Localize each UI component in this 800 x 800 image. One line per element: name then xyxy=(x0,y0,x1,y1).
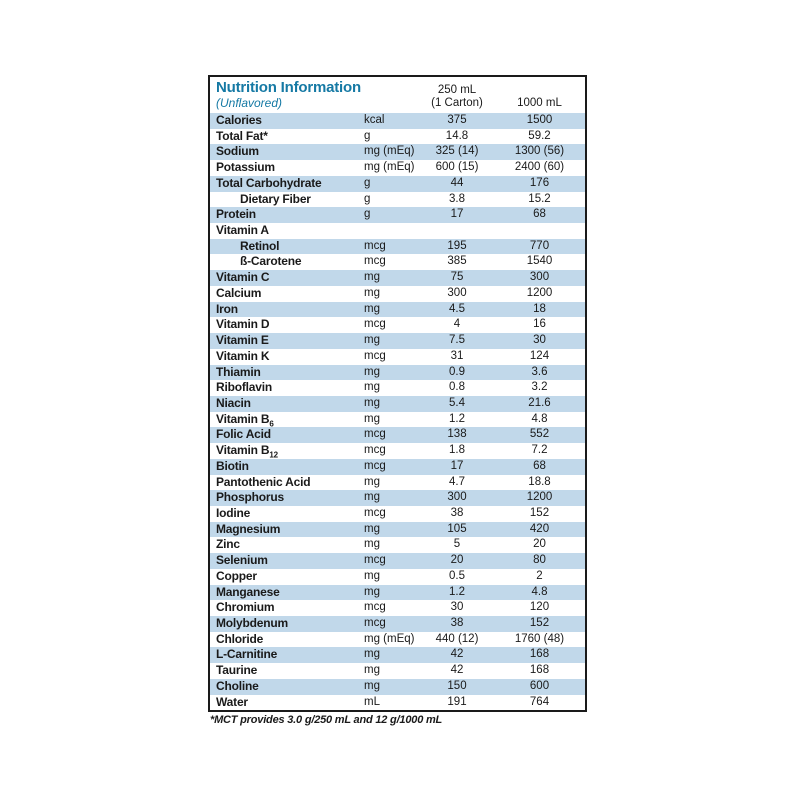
column-header-250ml-line2: (1 Carton) xyxy=(431,97,483,109)
table-title-block xyxy=(210,80,410,110)
value-1000ml: 1540 xyxy=(526,255,553,268)
nutrient-name: Protein xyxy=(216,207,256,222)
value-250ml: 20 xyxy=(450,554,464,567)
nutrient-name: L-Carnitine xyxy=(216,647,278,662)
nutrient-unit: g xyxy=(364,129,371,142)
value-1000ml: 1200 xyxy=(526,286,553,299)
table-row xyxy=(210,616,585,632)
value-250ml: 3.8 xyxy=(449,192,465,205)
value-250ml: 17 xyxy=(450,208,464,221)
value-1000ml: 1760 (48) xyxy=(514,632,565,645)
nutrient-unit xyxy=(364,223,410,239)
value-250ml: 42 xyxy=(450,664,464,677)
table-row xyxy=(210,475,585,491)
nutrient-unit: mg xyxy=(364,522,380,535)
value-1000ml: 4.8 xyxy=(531,585,548,598)
value-1000ml: 420 xyxy=(529,522,550,535)
value-250ml xyxy=(410,223,504,239)
nutrient-unit: g xyxy=(364,208,371,221)
value-1000ml: 300 xyxy=(529,271,550,284)
table-title: Nutrition Information xyxy=(216,79,361,96)
value-1000ml: 1200 xyxy=(526,491,553,504)
value-1000ml: 20 xyxy=(533,538,546,551)
nutrient-unit: mg xyxy=(364,585,380,598)
table-row xyxy=(210,506,585,522)
value-250ml: 375 xyxy=(447,114,467,126)
nutrient-unit: mg xyxy=(364,302,380,315)
table-row xyxy=(210,522,585,538)
nutrient-unit: mg xyxy=(364,381,380,394)
table-row xyxy=(210,396,585,412)
column-header-250ml-line1: 250 mL xyxy=(437,84,477,96)
value-250ml: 0.8 xyxy=(449,381,465,394)
table-row xyxy=(210,412,585,428)
value-250ml: 385 xyxy=(447,255,467,268)
column-header-250ml xyxy=(410,84,504,110)
nutrient-unit: mg xyxy=(364,334,380,347)
table-row xyxy=(210,176,585,192)
value-250ml: 300 xyxy=(447,491,467,504)
nutrient-unit: mcg xyxy=(364,255,386,268)
nutrient-name: Water xyxy=(216,694,248,709)
table-row xyxy=(210,537,585,553)
value-250ml: 42 xyxy=(450,648,464,661)
nutrient-name: Sodium xyxy=(216,144,259,159)
value-250ml: 150 xyxy=(447,679,467,692)
nutrient-name: Selenium xyxy=(216,553,268,568)
value-1000ml: 1300 (56) xyxy=(514,145,565,158)
nutrient-name: Folic Acid xyxy=(216,427,271,442)
value-1000ml: 3.2 xyxy=(531,381,548,394)
value-250ml: 4.7 xyxy=(449,475,465,488)
nutrient-unit: mg (mEq) xyxy=(364,632,415,645)
value-250ml: 300 xyxy=(447,286,467,299)
nutrient-name: Retinol xyxy=(240,238,280,253)
nutrient-unit: mg (mEq) xyxy=(364,161,415,174)
value-250ml: 0.5 xyxy=(449,569,465,582)
column-header-1000ml-label: 1000 mL xyxy=(517,97,562,109)
nutrient-name: Chloride xyxy=(216,631,264,646)
nutrient-name: Zinc xyxy=(216,537,240,552)
value-1000ml: 2400 (60) xyxy=(514,161,565,174)
value-1000ml: 18 xyxy=(533,302,546,315)
nutrient-unit: mcg xyxy=(364,428,386,441)
table-row xyxy=(210,490,585,506)
nutrient-unit: mg xyxy=(364,271,380,284)
nutrient-name: Total Fat* xyxy=(216,128,268,143)
table-row xyxy=(210,600,585,616)
table-subtitle: (Unflavored) xyxy=(216,96,283,110)
table-row xyxy=(210,286,585,302)
nutrient-unit: g xyxy=(364,192,371,205)
nutrient-unit: mg xyxy=(364,491,380,504)
value-250ml: 38 xyxy=(450,506,464,519)
nutrient-name: Total Carbohydrate xyxy=(216,175,322,190)
table-body xyxy=(210,113,585,710)
table-row xyxy=(210,113,585,129)
table-row xyxy=(210,380,585,396)
nutrient-unit: kcal xyxy=(364,114,385,126)
table-row xyxy=(210,647,585,663)
nutrient-name: Molybdenum xyxy=(216,616,288,630)
value-1000ml: 15.2 xyxy=(528,192,551,205)
nutrient-unit: g xyxy=(364,176,371,189)
value-250ml: 1.2 xyxy=(449,412,465,425)
table-row xyxy=(210,144,585,160)
nutrient-unit: mg xyxy=(364,475,380,488)
value-1000ml: 552 xyxy=(529,428,550,441)
value-1000ml: 1500 xyxy=(526,114,553,126)
table-row xyxy=(210,365,585,381)
table-row xyxy=(210,317,585,333)
nutrient-unit: mcg xyxy=(364,349,386,362)
value-250ml: 440 (12) xyxy=(435,632,479,645)
value-1000ml xyxy=(504,223,585,239)
value-250ml: 17 xyxy=(450,459,464,472)
table-row xyxy=(210,239,585,255)
table-row xyxy=(210,695,585,711)
nutrient-unit: mg xyxy=(364,365,380,378)
nutrient-name: Phosphorus xyxy=(216,490,285,505)
value-250ml: 30 xyxy=(450,601,464,614)
nutrient-name: Copper xyxy=(216,568,257,583)
nutrient-unit: mg xyxy=(364,412,380,425)
value-1000ml: 124 xyxy=(529,349,550,362)
table-row xyxy=(210,553,585,569)
nutrient-unit: mcg xyxy=(364,617,386,629)
nutrient-name: Vitamin A xyxy=(216,223,269,238)
value-1000ml: 2 xyxy=(536,569,543,582)
nutrient-unit: mg xyxy=(364,648,380,661)
table-row xyxy=(210,129,585,145)
nutrient-unit: mcg xyxy=(364,444,386,457)
table-row xyxy=(210,223,585,239)
nutrient-name: Iodine xyxy=(216,505,251,520)
nutrient-unit: mg xyxy=(364,286,380,299)
value-1000ml: 4.8 xyxy=(531,412,548,425)
value-250ml: 7.5 xyxy=(449,334,465,347)
nutrient-name: Biotin xyxy=(216,458,249,473)
nutrient-unit: mcg xyxy=(364,601,386,614)
value-250ml: 138 xyxy=(447,428,467,441)
table-row xyxy=(210,254,585,270)
value-1000ml: 770 xyxy=(529,239,550,252)
nutrient-name: Vitamin $B_{12}$ xyxy=(216,443,278,459)
nutrient-name: Vitamin D xyxy=(216,317,270,332)
value-250ml: 75 xyxy=(450,271,464,284)
table-row xyxy=(210,192,585,208)
value-1000ml: 168 xyxy=(529,648,550,661)
footnote: *MCT provides 3.0 g/250 mL and 12 g/1000 mL xyxy=(210,714,443,726)
table-row xyxy=(210,427,585,443)
nutrient-unit: mg xyxy=(364,396,380,409)
nutrient-name: Chromium xyxy=(216,600,275,615)
value-1000ml: 7.2 xyxy=(531,444,548,457)
value-250ml: 195 xyxy=(447,239,467,252)
nutrient-name: Manganese xyxy=(216,584,280,599)
value-250ml: 38 xyxy=(450,617,464,629)
table-header xyxy=(210,77,585,113)
value-250ml: 105 xyxy=(447,522,467,535)
value-250ml: 4 xyxy=(453,318,461,331)
nutrient-name: Vitamin E xyxy=(216,333,269,348)
table-row xyxy=(210,663,585,679)
value-250ml: 1.8 xyxy=(449,444,465,457)
table-row xyxy=(210,302,585,318)
value-250ml: 191 xyxy=(447,695,467,708)
nutrient-unit: mg xyxy=(364,538,380,551)
nutrient-name: Vitamin K xyxy=(216,348,270,363)
nutrient-unit: mcg xyxy=(364,554,386,567)
table-row xyxy=(210,333,585,349)
table-row xyxy=(210,349,585,365)
nutrient-unit: mcg xyxy=(364,459,386,472)
nutrient-name: Potassium xyxy=(216,160,275,175)
value-250ml: 600 (15) xyxy=(435,161,479,174)
nutrition-table xyxy=(208,75,587,712)
nutrient-unit: mcg xyxy=(364,318,386,331)
value-250ml: 0.9 xyxy=(449,365,465,378)
table-row xyxy=(210,632,585,648)
value-1000ml: 152 xyxy=(529,617,550,629)
nutrient-name: Calcium xyxy=(216,285,262,300)
nutrient-unit: mg xyxy=(364,569,380,582)
nutrient-name: Pantothenic Acid xyxy=(216,474,311,489)
column-header-1000ml-spacer xyxy=(504,84,575,97)
value-250ml: 325 (14) xyxy=(435,145,479,158)
table-row xyxy=(210,585,585,601)
value-1000ml: 120 xyxy=(529,601,550,614)
value-1000ml: 59.2 xyxy=(528,129,551,142)
value-1000ml: 18.8 xyxy=(528,475,551,488)
nutrient-name: Thiamin xyxy=(216,364,261,379)
value-1000ml: 168 xyxy=(529,664,550,677)
table-row xyxy=(210,207,585,223)
nutrient-name: Choline xyxy=(216,678,259,693)
nutrient-name: Vitamin $B_6$ xyxy=(216,411,274,428)
value-250ml: 5.4 xyxy=(449,396,465,409)
nutrient-name: Iron xyxy=(216,301,238,316)
value-1000ml: 68 xyxy=(533,208,546,221)
value-1000ml: 3.6 xyxy=(531,365,548,378)
value-1000ml: 80 xyxy=(533,554,546,567)
nutrient-unit: mL xyxy=(364,695,380,708)
value-1000ml: 21.6 xyxy=(528,396,551,409)
value-250ml: 44 xyxy=(450,176,464,189)
value-1000ml: 152 xyxy=(529,506,550,519)
nutrient-name: Niacin xyxy=(216,395,251,410)
nutrient-name: ß-Carotene xyxy=(240,254,302,269)
table-row xyxy=(210,679,585,695)
value-250ml: 14.8 xyxy=(445,129,469,142)
value-1000ml: 176 xyxy=(529,176,550,189)
nutrient-unit: mcg xyxy=(364,506,386,519)
nutrient-name: Taurine xyxy=(216,663,258,678)
nutrient-name: Calories xyxy=(216,113,262,127)
nutrient-name: Vitamin C xyxy=(216,270,270,285)
nutrient-name: Magnesium xyxy=(216,521,281,536)
value-1000ml: 600 xyxy=(529,679,550,692)
nutrient-unit: mg xyxy=(364,664,380,677)
value-250ml: 4.5 xyxy=(449,302,465,315)
value-1000ml: 16 xyxy=(533,318,546,331)
value-250ml: 31 xyxy=(450,349,464,362)
table-row xyxy=(210,270,585,286)
nutrient-unit: mcg xyxy=(364,239,386,252)
value-1000ml: 764 xyxy=(529,695,550,708)
nutrient-unit: mg (mEq) xyxy=(364,145,415,158)
value-250ml: 1.2 xyxy=(449,585,465,598)
nutrient-unit: mg xyxy=(364,679,380,692)
column-header-1000ml xyxy=(504,84,585,110)
table-row xyxy=(210,443,585,459)
value-1000ml: 30 xyxy=(533,334,546,347)
table-row xyxy=(210,569,585,585)
value-1000ml: 68 xyxy=(533,459,546,472)
nutrient-name: Dietary Fiber xyxy=(240,191,311,206)
table-row xyxy=(210,160,585,176)
nutrient-name: Riboflavin xyxy=(216,380,273,395)
table-row xyxy=(210,459,585,475)
value-250ml: 5 xyxy=(453,538,461,551)
